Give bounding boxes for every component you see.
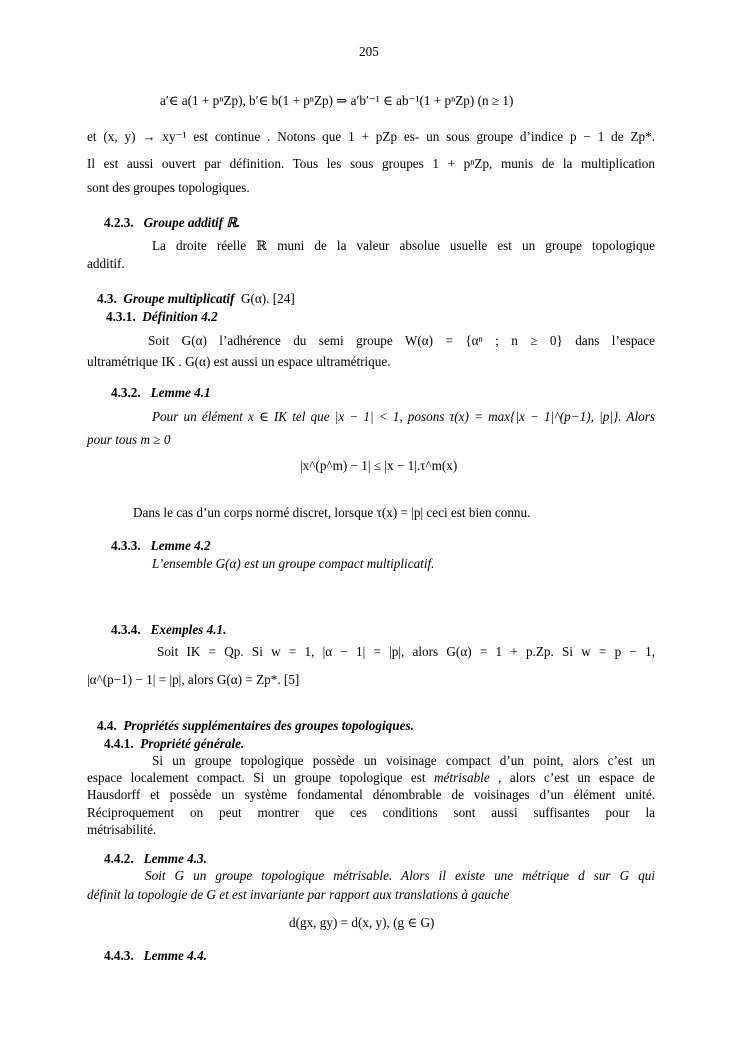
paragraph-line: Pour un élément x ∈ IK tel que |x − 1| < 1, posons τ(x) = max{|x − 1|^(p−1), |p|}. Alors — [152, 409, 655, 424]
section-number: 4.3.3. — [111, 538, 141, 553]
paragraph-line: Hausdorff et possède un système fondamental dénombrable de voisinages d’un élément unité. — [87, 787, 655, 802]
section-title: Définition 4.2 — [142, 309, 218, 324]
paragraph-line: Si un groupe topologique possède un voisinage compact d’un point, alors c’est un — [152, 753, 655, 768]
section-title: Groupe additif ℝ. — [143, 215, 241, 230]
section-title: Propriété générale. — [140, 736, 245, 751]
section-number: 4.2.3. — [104, 215, 134, 230]
paragraph-line: définit la topologie de G et est invariante par rapport aux translations à gauche — [87, 887, 510, 902]
section-heading-4-4-3 — [104, 948, 207, 964]
section-heading-4-3 — [97, 291, 295, 307]
section-heading-4-3-2 — [111, 385, 211, 401]
section-title: Lemme 4.3. — [143, 851, 207, 866]
paragraph-line: additif. — [87, 256, 125, 271]
section-heading-4-4 — [97, 718, 414, 734]
section-number: 4.3.1. — [106, 309, 136, 324]
paragraph-line: Réciproquement on peut montrer que ces conditions sont aussi suffisantes pour la — [87, 805, 655, 820]
section-number: 4.4.2. — [104, 851, 134, 866]
equation-top: a′∈ a(1 + pⁿZp), b′∈ b(1 + pⁿZp) ⇒ a′b′⁻¹ ∈ ab⁻¹(1 + pⁿZp) (n ≥ 1) — [160, 93, 514, 108]
section-title: Lemme 4.1 — [150, 385, 211, 400]
paragraph-line: La droite réelle ℝ muni de la valeur absolue usuelle est un groupe topologique — [152, 238, 655, 253]
text-run: espace localement compact. Si un groupe topologique est — [87, 770, 426, 785]
paragraph-line: et (x, y) → xy⁻¹ est continue . Notons que 1 + pZp es- un sous groupe d’indice p − 1 de Zp*. — [87, 129, 655, 144]
section-number: 4.3.4. — [111, 622, 141, 637]
paragraph-line: L’ensemble G(α) est un groupe compact multiplicatif. — [152, 556, 435, 571]
paragraph-line: pour tous m ≥ 0 — [87, 432, 171, 447]
paragraph-line: Dans le cas d’un corps normé discret, lorsque τ(x) = |p| ceci est bien connu. — [133, 505, 531, 520]
section-number: 4.3.2. — [111, 385, 141, 400]
section-heading-4-4-2 — [104, 851, 207, 867]
paragraph-line: sont des groupes topologiques. — [87, 180, 250, 195]
section-heading-4-3-3 — [111, 538, 211, 554]
paragraph-line: Soit IK = Qp. Si w = 1, |α − 1| = |p|, alors G(α) = 1 + p.Zp. Si w = p − 1, — [157, 644, 655, 659]
section-number: 4.4.3. — [104, 948, 134, 963]
paragraph-line: |α^(p−1) − 1| = |p|, alors G(α) = Zp*. [5] — [87, 672, 300, 687]
section-number: 4.4. — [97, 718, 117, 733]
section-heading-4-4-1 — [104, 736, 244, 752]
equation-lemma-4-3: d(gx, gy) = d(x, y), (g ∈ G) — [289, 915, 435, 930]
paragraph-line: Soit G un groupe topologique métrisable. Alors il existe une métrique d sur G qui — [145, 868, 655, 883]
section-heading-4-2-3 — [104, 215, 240, 231]
equation-lemma-4-1: |x^(p^m) − 1| ≤ |x − 1|.τ^m(x) — [300, 458, 458, 473]
paragraph-line: Il est aussi ouvert par définition. Tous les sous groupes 1 + pⁿZp, munis de la multiplication — [87, 156, 655, 171]
paragraph-line: Soit G(α) l’adhérence du semi groupe W(α) = {αⁿ ; n ≥ 0} dans l’espace — [148, 333, 655, 348]
section-title: Lemme 4.2 — [150, 538, 211, 553]
section-title-tail: G(α). [24] — [240, 291, 295, 306]
section-title: Propriétés supplémentaires des groupes topologiques. — [123, 718, 414, 733]
paragraph-line: métrisabilité. — [87, 822, 157, 837]
section-number: 4.4.1. — [104, 736, 134, 751]
section-heading-4-3-4 — [111, 622, 226, 638]
section-title: Exemples 4.1. — [150, 622, 227, 637]
section-heading-4-3-1 — [106, 309, 218, 325]
page-number: 205 — [359, 44, 379, 59]
text-run-italic: métrisable — [434, 770, 490, 785]
paragraph-line — [87, 770, 655, 786]
section-number: 4.3. — [97, 291, 117, 306]
paragraph-line: ultramétrique IK . G(α) est aussi un espace ultramétrique. — [87, 354, 391, 369]
text-run: , alors c’est un espace de — [498, 770, 655, 785]
section-title: Lemme 4.4. — [143, 948, 207, 963]
section-title: Groupe multiplicatif — [123, 291, 235, 306]
